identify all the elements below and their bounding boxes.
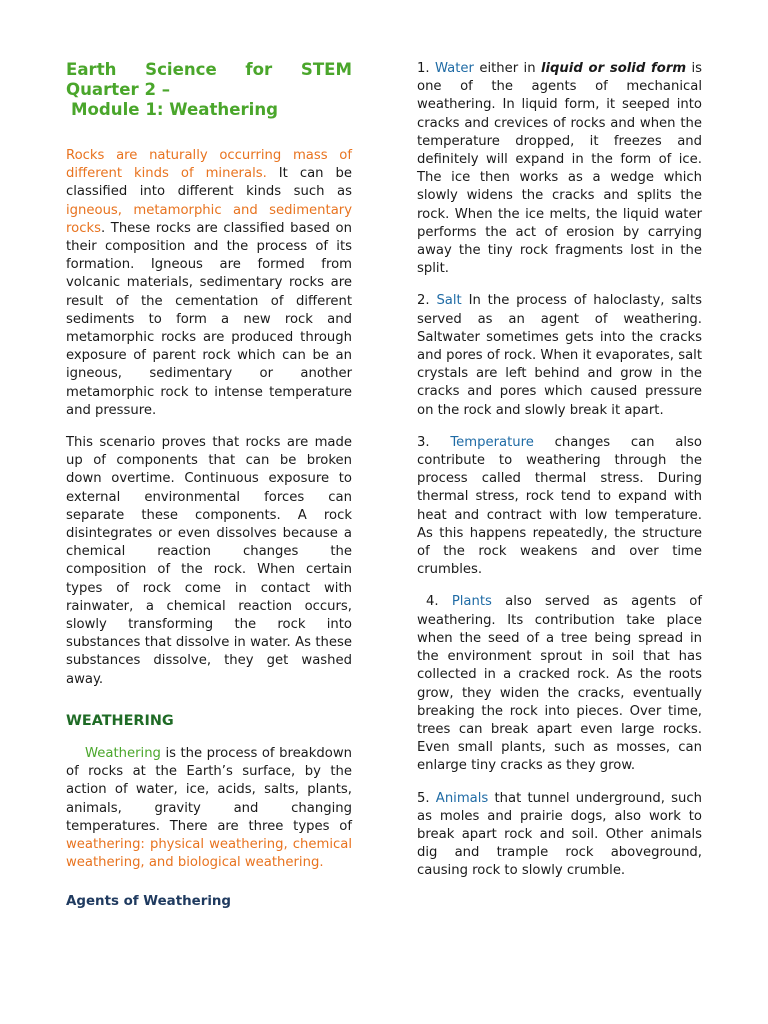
agent-salt-text: In the process of haloclasty, salts served as an agent of weathering. Saltwater sometimes gets into the cracks and pores of rock. When it evaporates, salt crystals are left behind and grow in the cracks and pores which caused pressure on the rock and slowly break it apart. [417, 293, 702, 418]
title-line-3: Module 1: Weathering [71, 100, 279, 119]
intro-text-2: . These rocks are classified based on their composition and the process of its formation. Igneous are formed from volcanic materials, sedimentary rocks are result of the cementation of different sediments to form a new rock and metamorphic rocks are produced through exposure of parent rock which can be an igneous, sedimentary or another metamorphic rock to intense temperature and pressure. [66, 220, 352, 418]
agents-heading: Agents of Weathering [66, 894, 232, 910]
page-title [66, 60, 352, 120]
agent-water-number: 1. [417, 61, 435, 76]
agent-salt-term: Salt [436, 293, 462, 309]
agent-plants-term: Plants [451, 594, 492, 610]
left-column [66, 60, 352, 909]
title-line-1: Earth Science for STEM [66, 60, 352, 79]
scenario-paragraph: This scenario proves that rocks are made up of components that can be broken down overtime. Continuous exposure to external environmental forces can separate these components. A rock disintegrates or even dissolves because a chemical reaction changes the composition of the rock. When certain types of rock come in contact with rainwater, a chemical reaction occurs, slowly transforming the rock into substances that dissolve in water. As these substances dissolve, they get washed away. [66, 435, 352, 687]
agent-water-text-1: either in [473, 61, 541, 76]
agent-water-term: Water [434, 61, 474, 76]
agent-animals-number: 5. [417, 790, 436, 806]
agent-plants [417, 593, 702, 775]
right-column [417, 60, 702, 881]
agent-plants-number: 4. [426, 594, 452, 610]
agent-plants-text: also served as agents of weathering. Its contribution take place when the seed of a tree being spread in the environment sprout in soil that has collected in a cracked rock. As the roots grow, they widen the cracks, eventually breaking the rock into pieces. Over time, trees can break apart even large rocks. Even small plants, such as mosses, can enlarge tiny cracks as they grow. [417, 594, 703, 774]
agent-salt-number: 2. [417, 293, 437, 309]
weathering-text: is the process of breakdown of rocks at the Earth’s surface, by the action of water, ice, acids, salts, plants, animals, gravity and changing temperatures. There are three types of [66, 745, 352, 834]
agent-salt [417, 292, 702, 419]
agent-water-text-2: is one of the agents of mechanical weathering. In liquid form, it seeped into cracks and crevices of rocks and when the temperature dropped, it freezes and definitely will expand in the form of ice. The ice then works as a wedge which slowly widens the cracks and splits the rock. When the ice melts, the liquid water performs the act of erosion by carrying away the tiny rock fragments lost in the split. [417, 61, 702, 277]
weathering-term: Weathering [85, 745, 161, 761]
agent-animals-text: that tunnel underground, such as moles and prairie dogs, also work to break apart rock and soil. Other animals dig and trample rock aboveground, causing rock to slowly crumble. [417, 790, 702, 879]
agent-temperature-number: 3. [417, 434, 451, 450]
intro-text-1: It can be classified into different kinds such as [66, 166, 352, 200]
weathering-heading: WEATHERING [66, 712, 174, 729]
agent-temperature-term: Temperature [450, 434, 534, 450]
intro-highlight-rock-types: igneous, metamorphic and sedimentary rocks [66, 202, 352, 236]
agent-water-emphasis: liquid or solid form [540, 61, 687, 76]
agent-animals-term: Animals [435, 790, 489, 806]
weathering-paragraph [66, 745, 352, 872]
title-line-2: Quarter 2 – [66, 80, 171, 99]
weathering-types: weathering: physical weathering, chemical weathering, and biological weathering. [66, 836, 352, 871]
agent-animals [417, 790, 702, 881]
agent-water [417, 60, 702, 278]
agent-temperature [417, 434, 702, 580]
agent-temperature-text: changes can also contribute to weathering through the process called thermal stress. During thermal stress, rock tend to expand with heat and contract with low temperature. As this happens repeatedly, the structure of the rock weakens and over time crumbles. [417, 434, 702, 578]
intro-highlight-minerals: Rocks are naturally occurring mass of different kinds of minerals. [66, 148, 352, 182]
intro-paragraph [66, 147, 352, 420]
